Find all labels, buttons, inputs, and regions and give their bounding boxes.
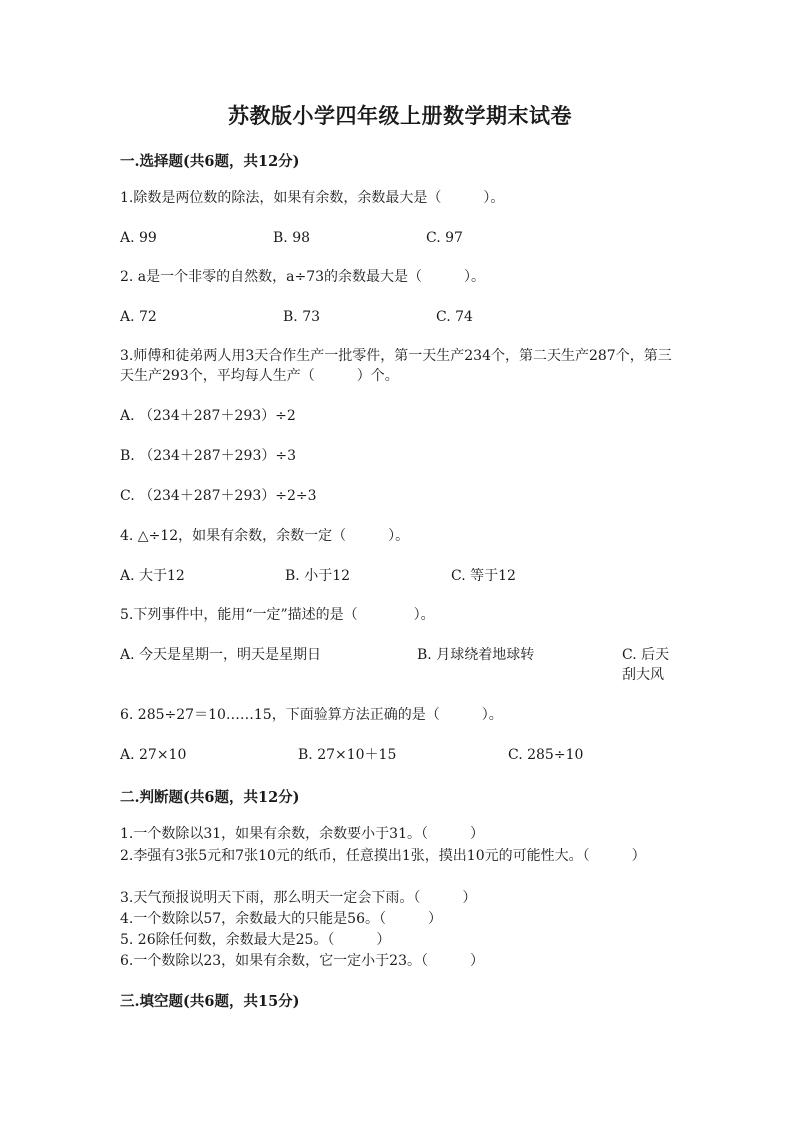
judge-item-1: 1.一个数除以31，如果有余数，余数要小于31。（ ）	[120, 826, 484, 842]
judge-item-5: 5. 26除任何数，余数最大是25。（ ）	[120, 932, 391, 948]
choice-6-option-c: C. 285÷10	[508, 747, 584, 763]
judge-item-6: 6.一个数除以23，如果有余数，它一定小于23。（ ）	[120, 953, 484, 969]
page-title: 苏教版小学四年级上册数学期末试卷	[228, 103, 572, 128]
choice-3-option-a: A. （234＋287＋293）÷2	[120, 408, 296, 424]
choice-4-option-c: C. 等于12	[451, 568, 516, 584]
judge-item-2: 2.李强有3张5元和7张10元的纸币，任意摸出1张，摸出10元的可能性大。（ ）	[120, 848, 646, 864]
choice-2-option-a: A. 72	[120, 309, 157, 325]
choice-1-option-b: B. 98	[273, 230, 311, 246]
section-heading-fill: 三.填空题(共6题，共15分)	[120, 993, 300, 1010]
section-heading-judge: 二.判断题(共6题，共12分)	[120, 789, 300, 806]
choice-question-1: 1.除数是两位数的除法，如果有余数，余数最大是（ ）。	[120, 190, 505, 206]
choice-5-option-b: B. 月球绕着地球转	[417, 647, 535, 663]
choice-3-option-c: C. （234＋287＋293）÷2÷3	[120, 488, 317, 504]
choice-6-option-b: B. 27×10＋15	[298, 747, 397, 763]
choice-2-option-b: B. 73	[283, 309, 321, 325]
choice-question-2: 2. a是一个非零的自然数，a÷73的余数最大是（ ）。	[120, 269, 486, 285]
choice-5-option-a: A. 今天是星期一，明天是星期日	[120, 647, 322, 663]
choice-1-option-c: C. 97	[426, 230, 463, 246]
judge-item-3: 3.天气预报说明天下雨，那么明天一定会下雨。（ ）	[120, 890, 477, 906]
section-heading-choice: 一.选择题(共6题，共12分)	[120, 153, 300, 170]
choice-3-option-b: B. （234＋287＋293）÷3	[120, 448, 296, 464]
choice-4-option-b: B. 小于12	[285, 568, 351, 584]
choice-6-option-a: A. 27×10	[120, 747, 187, 763]
choice-question-6: 6. 285÷27＝10……15，下面验算方法正确的是（ ）。	[120, 707, 503, 723]
judge-item-4: 4.一个数除以57，余数最大的只能是56。（ ）	[120, 911, 442, 927]
choice-question-5: 5.下列事件中，能用“一定”描述的是（ ）。	[120, 607, 435, 623]
choice-4-option-a: A. 大于12	[120, 568, 185, 584]
choice-question-4: 4. △÷12，如果有余数，余数一定（ ）。	[120, 528, 410, 544]
choice-1-option-a: A. 99	[120, 230, 157, 246]
choice-5-option-c: C. 后天刮大风	[622, 647, 670, 683]
choice-2-option-c: C. 74	[436, 309, 473, 325]
choice-question-3: 3.师傅和徒弟两人用3天合作生产一批零件，第一天生产234个，第二天生产287个，第三天生产293个，平均每人生产（ ）个。	[120, 348, 672, 384]
